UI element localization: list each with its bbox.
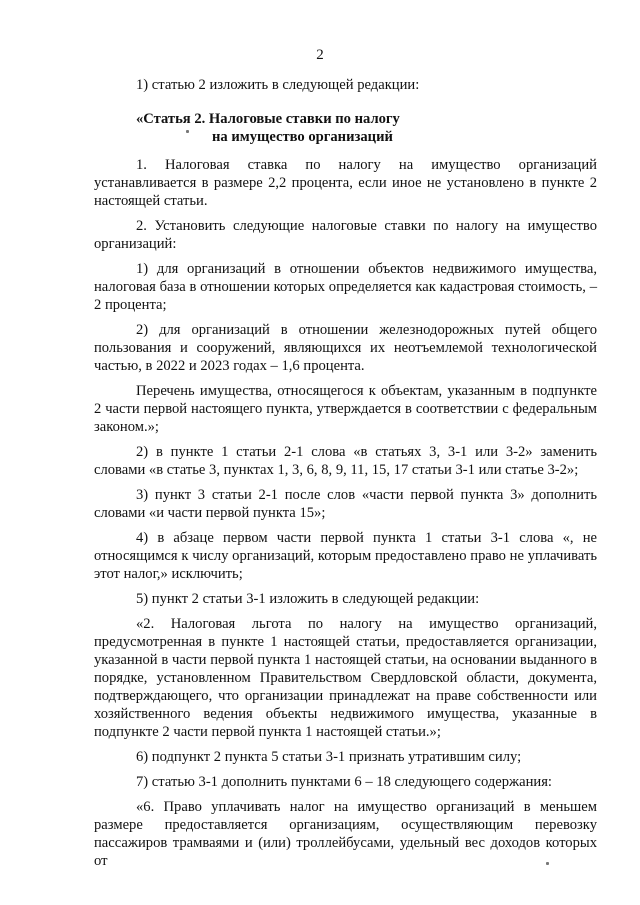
item-6: 6) подпункт 2 пункта 5 статьи 3-1 признать утратившим силу; — [136, 749, 522, 765]
article-subpoint-1: 1) для организаций в отношении объектов недвижимого имущества, налоговая база в отношении которых определяется как кадастровая стоимость, – 2 процента; — [94, 261, 597, 313]
article-heading-line-1: «Статья 2. Налоговые ставки по налогу — [136, 111, 400, 127]
scan-speck — [546, 862, 549, 865]
item-4: 4) в абзаце первом части первой пункта 1 статьи 3-1 слова «, не относящимся к числу организаций, которым предоставлено право не уплачивать этот налог,» исключить; — [94, 530, 597, 582]
article-3-1-point-2: «2. Налоговая льгота по налогу на имущество организаций, предусмотренная в пункте 1 настоящей статьи, предоставляется организации, указанной в части первой пункта 1 настоящей статьи, на основании выданного в порядке, установленном Правительством Свердловской области, документа, подтверждающего, что организации принадлежат на праве собственности или хозяйственного ведения объекты недвижимого имущества, указанные в подпункте 2 части первой пункта 1 настоящей статьи.»; — [94, 616, 597, 740]
item-3: 3) пункт 3 статьи 2-1 после слов «части первой пункта 3» дополнить словами «и части первой пункта 15»; — [94, 487, 597, 521]
item-7: 7) статью 3-1 дополнить пунктами 6 – 18 следующего содержания: — [136, 774, 552, 790]
property-list-paragraph: Перечень имущества, относящегося к объектам, указанным в подпункте 2 части первой настоящего пункта, утверждается в соответствии с федеральным законом.»; — [94, 383, 597, 435]
document-body — [94, 76, 597, 870]
article-point-1: 1. Налоговая ставка по налогу на имущество организаций устанавливается в размере 2,2 процента, если иное не установлено в пункте 2 настоящей статьи. — [94, 157, 597, 209]
scan-speck — [186, 130, 189, 133]
article-3-1-point-6: «6. Право уплачивать налог на имущество организаций в меньшем размере предоставляется организациям, осуществляющим перевозку пассажиров трамваями и (или) троллейбусами, удельный вес доходов которых от — [94, 799, 597, 869]
page-number: 2 — [316, 47, 324, 63]
item-1-intro: 1) статью 2 изложить в следующей редакции: — [136, 77, 420, 93]
article-subpoint-2: 2) для организаций в отношении железнодорожных путей общего пользования и сооружений, являющихся их неотъемлемой технологической частью, в 2022 и 2023 годах – 1,6 процента. — [94, 322, 597, 374]
article-heading-line-2: на имущество организаций — [212, 129, 393, 145]
item-5: 5) пункт 2 статьи 3-1 изложить в следующей редакции: — [136, 591, 480, 607]
item-2: 2) в пункте 1 статьи 2-1 слова «в статьях 3, 3-1 или 3-2» заменить словами «в статье 3, пунктах 1, 3, 6, 8, 9, 11, 15, 17 статьи 3-1 или статье 3-2»; — [94, 444, 597, 478]
article-point-2: 2. Установить следующие налоговые ставки по налогу на имущество организаций: — [94, 218, 597, 252]
